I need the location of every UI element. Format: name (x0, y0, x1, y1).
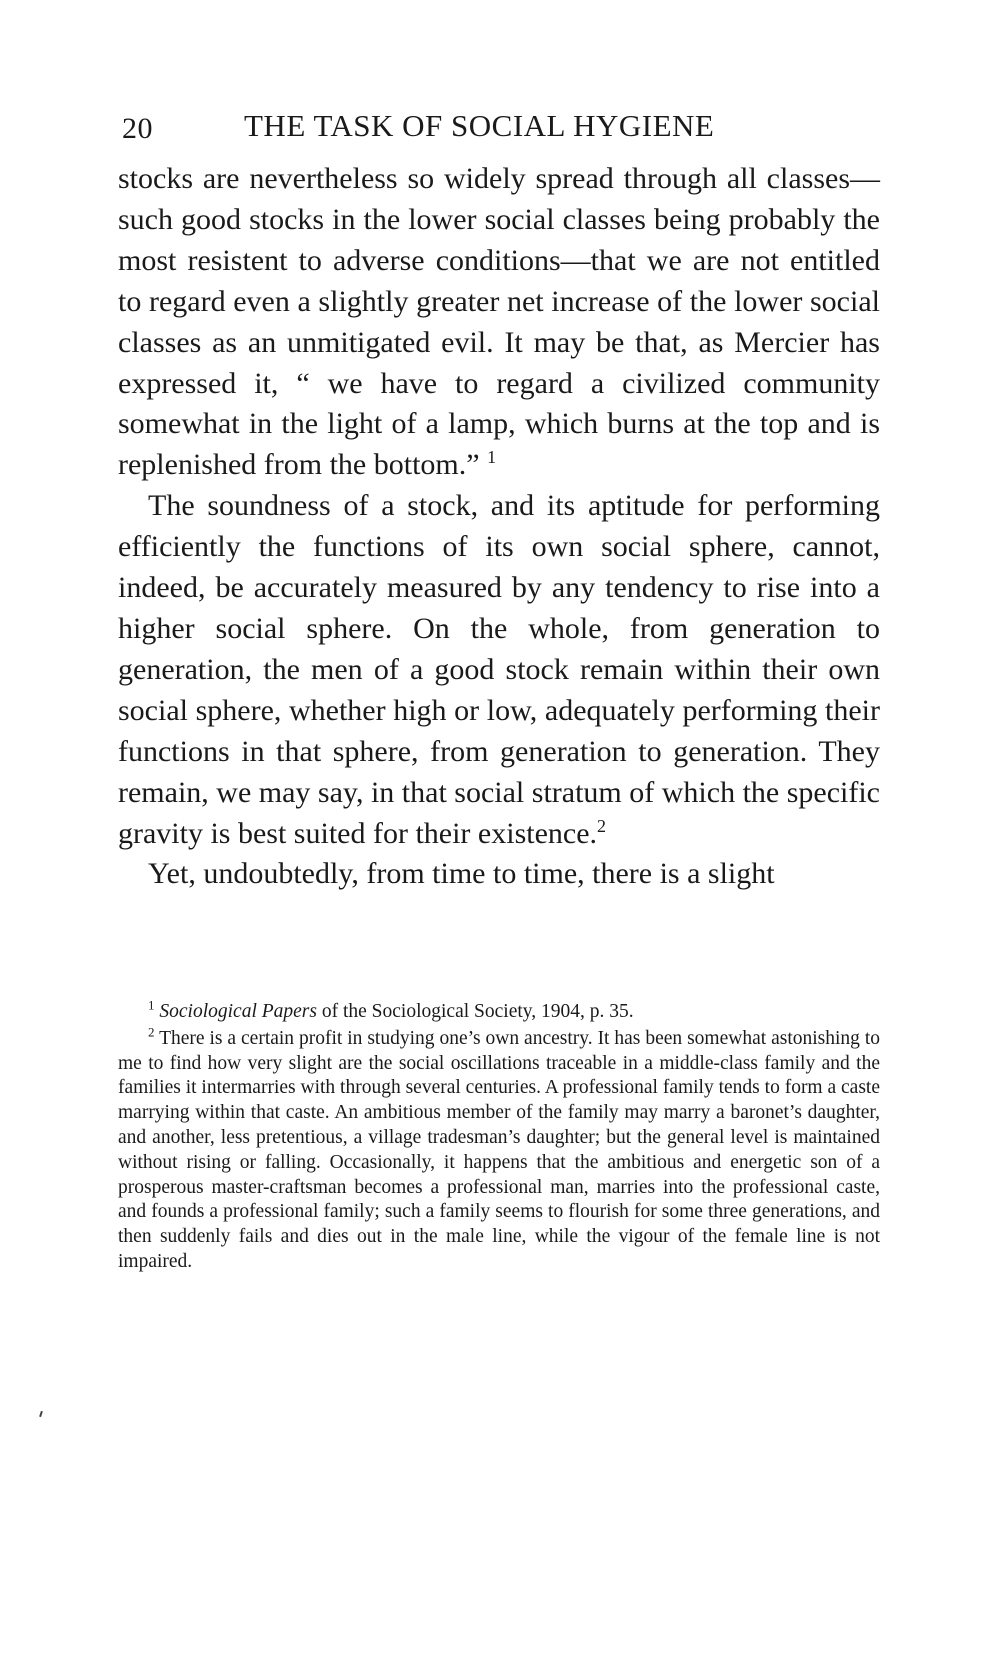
paragraph-3 (118, 854, 880, 895)
stray-ink-mark (39, 1411, 43, 1417)
footnote-2-mark: 2 (148, 1024, 155, 1040)
footnotes (118, 997, 881, 1275)
paragraph-2 (118, 486, 880, 854)
running-title: THE TASK OF SOCIAL HYGIENE (244, 108, 715, 143)
footnote-2-text: There is a certain profit in studying one’s own ancestry. It has been somewhat astonishing to me to find how very slight are the social oscillations traceable in a middle-class family and the families it intermarries with through several centuries. A professional family tends to form a caste marrying within that caste. An ambitious member of the family may marry a baronet’s daughter, and another, less pretentious, a village tradesman’s daughter; but the general level is maintained without rising or falling. Occasionally, it happens that the ambitious and energetic son of a prosperous master-craftsman becomes a professional man, marries into the professional caste, and founds a professional family; such a family seems to flourish for some three generations, and then suddenly fails and dies out in the male line, while the vigour of the female line is not impaired. (118, 1027, 881, 1272)
paragraph-1-text: stocks are nevertheless so widely spread through all classes—such good stocks in the lower social classes being probably the most resistent to adverse conditions—that we are not entitled to regard even a slightly greater net increase of the lower social classes as an unmitigated evil. It may be that, as Mercier has expressed it, “ we have to regard a civilized community somewhat in the light of a lamp, which burns at the top and is replenished from the bottom.” (118, 162, 880, 482)
footnote-ref-1: 1 (487, 447, 497, 468)
paragraph-3-text: Yet, undoubtedly, from time to time, there is a slight (148, 857, 775, 891)
footnote-1 (118, 997, 880, 1025)
paragraph-2-text: The soundness of a stock, and its aptitude for performing efficiently the functions of its own social sphere, cannot, indeed, be accurately measured by any tendency to rise into a higher social sphere. On the whole, from generation to generation, the men of a good stock remain within their own social sphere, whether high or low, adequately performing their functions in that sphere, from generation to generation. They remain, we may say, in that social stratum of which the specific gravity is best suited for their existence. (118, 489, 880, 850)
footnote-1-text: of the Sociological Society, 1904, p. 35. (316, 1001, 634, 1022)
footnote-2 (118, 1024, 881, 1275)
paragraph-1 (118, 159, 880, 486)
main-text (118, 159, 880, 895)
footnote-1-mark: 1 (148, 997, 155, 1013)
page-number: 20 (122, 112, 153, 145)
footnote-ref-2: 2 (597, 815, 607, 836)
footnote-1-italic: Sociological Papers (159, 1001, 317, 1022)
page-header (122, 104, 880, 152)
